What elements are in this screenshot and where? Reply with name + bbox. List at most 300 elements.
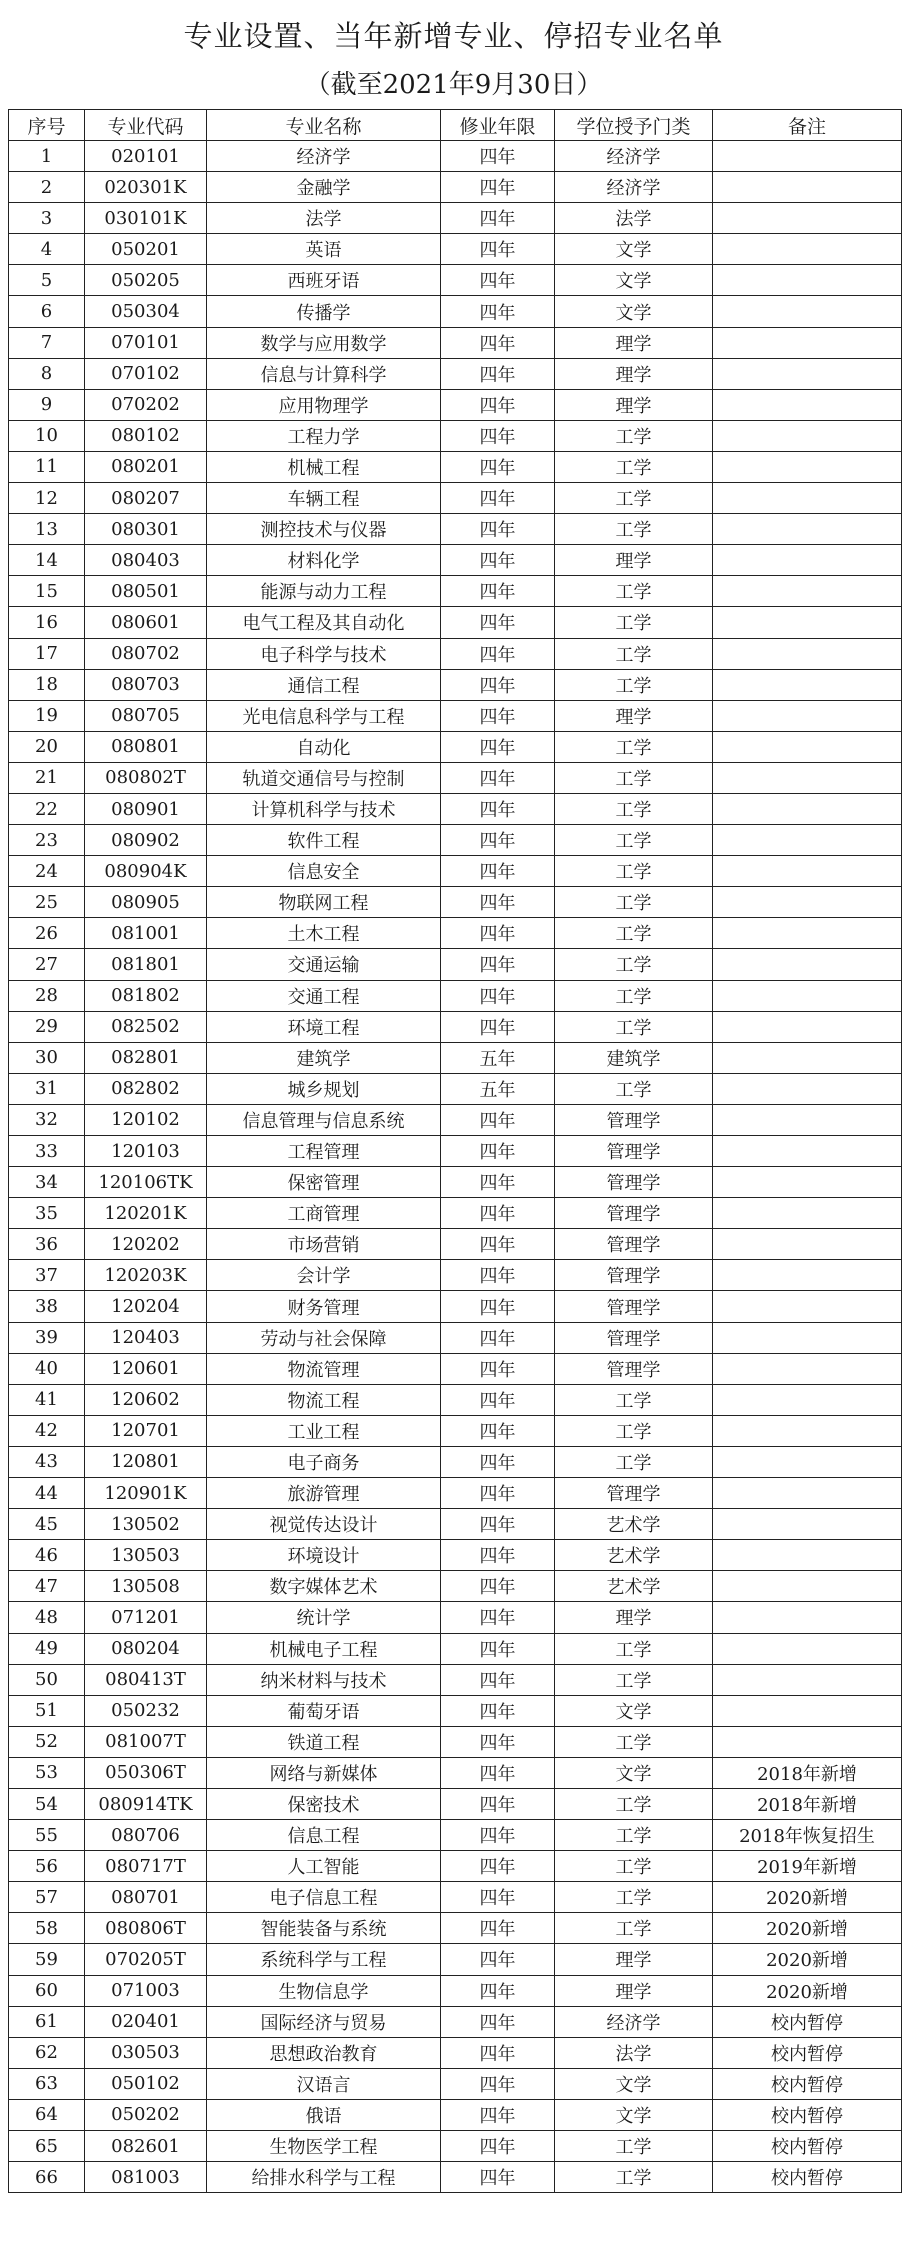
duration-cell: 四年: [441, 389, 555, 420]
major-code-cell: 071201: [85, 1602, 207, 1633]
table-row: [9, 1011, 902, 1042]
major-code-cell: 080403: [85, 545, 207, 576]
major-name-cell: 环境设计: [207, 1540, 441, 1571]
major-name-cell: 经济学: [207, 141, 441, 172]
duration-cell: 四年: [441, 1384, 555, 1415]
remarks-cell: [713, 1136, 902, 1167]
major-name-cell: 俄语: [207, 2099, 441, 2130]
remarks-cell: [713, 203, 902, 234]
row-index-cell: 11: [9, 451, 85, 482]
major-code-cell: 070205T: [85, 1944, 207, 1975]
remarks-cell: [713, 1198, 902, 1229]
degree-category-cell: 工学: [555, 762, 713, 793]
table-row: [9, 980, 902, 1011]
table-row: [9, 1260, 902, 1291]
table-row: [9, 825, 902, 856]
remarks-cell: [713, 793, 902, 824]
remarks-cell: [713, 1073, 902, 1104]
table-row: [9, 1198, 902, 1229]
table-row: [9, 1540, 902, 1571]
row-index-cell: 53: [9, 1757, 85, 1788]
table-row: [9, 669, 902, 700]
row-index-cell: 13: [9, 514, 85, 545]
table-row: [9, 700, 902, 731]
major-code-cell: 050102: [85, 2068, 207, 2099]
degree-category-cell: 工学: [555, 1913, 713, 1944]
table-header-row: [9, 110, 902, 141]
major-name-cell: 保密技术: [207, 1788, 441, 1819]
duration-cell: 四年: [441, 1788, 555, 1819]
degree-category-cell: 理学: [555, 1975, 713, 2006]
duration-cell: 四年: [441, 358, 555, 389]
remarks-cell: [713, 1167, 902, 1198]
table-row: [9, 1664, 902, 1695]
row-index-cell: 1: [9, 141, 85, 172]
remarks-cell: [713, 1384, 902, 1415]
duration-cell: 四年: [441, 296, 555, 327]
degree-category-cell: 工学: [555, 856, 713, 887]
major-code-cell: 080413T: [85, 1664, 207, 1695]
row-index-cell: 51: [9, 1695, 85, 1726]
table-row: [9, 1104, 902, 1135]
row-index-cell: 14: [9, 545, 85, 576]
major-name-cell: 信息管理与信息系统: [207, 1104, 441, 1135]
degree-category-cell: 工学: [555, 731, 713, 762]
remarks-cell: [713, 1602, 902, 1633]
remarks-cell: [713, 1042, 902, 1073]
major-code-cell: 080705: [85, 700, 207, 731]
header-duration: 修业年限: [441, 110, 555, 141]
remarks-cell: [713, 1011, 902, 1042]
table-row: [9, 949, 902, 980]
row-index-cell: 65: [9, 2131, 85, 2162]
duration-cell: 四年: [441, 327, 555, 358]
major-code-cell: 082802: [85, 1073, 207, 1104]
major-name-cell: 视觉传达设计: [207, 1509, 441, 1540]
major-code-cell: 082801: [85, 1042, 207, 1073]
major-code-cell: 120601: [85, 1353, 207, 1384]
table-row: [9, 1509, 902, 1540]
major-code-cell: 120203K: [85, 1260, 207, 1291]
table-row: [9, 2099, 902, 2130]
degree-category-cell: 工学: [555, 1820, 713, 1851]
row-index-cell: 15: [9, 576, 85, 607]
row-index-cell: 43: [9, 1446, 85, 1477]
major-name-cell: 生物信息学: [207, 1975, 441, 2006]
major-code-cell: 020401: [85, 2006, 207, 2037]
table-row: [9, 1322, 902, 1353]
table-row: [9, 141, 902, 172]
duration-cell: 四年: [441, 451, 555, 482]
degree-category-cell: 工学: [555, 980, 713, 1011]
major-name-cell: 交通运输: [207, 949, 441, 980]
degree-category-cell: 管理学: [555, 1136, 713, 1167]
major-name-cell: 车辆工程: [207, 483, 441, 514]
degree-category-cell: 工学: [555, 1446, 713, 1477]
table-body: [9, 141, 902, 2193]
document-subtitle: （截至2021年9月30日）: [304, 70, 603, 100]
row-index-cell: 23: [9, 825, 85, 856]
major-code-cell: 120801: [85, 1446, 207, 1477]
remarks-cell: [713, 358, 902, 389]
duration-cell: 四年: [441, 1446, 555, 1477]
degree-category-cell: 工学: [555, 607, 713, 638]
remarks-cell: [713, 1291, 902, 1322]
table-row: [9, 1726, 902, 1757]
duration-cell: 四年: [441, 420, 555, 451]
major-name-cell: 工程力学: [207, 420, 441, 451]
major-code-cell: 080601: [85, 607, 207, 638]
major-code-cell: 050205: [85, 265, 207, 296]
major-code-cell: 070202: [85, 389, 207, 420]
row-index-cell: 35: [9, 1198, 85, 1229]
row-index-cell: 5: [9, 265, 85, 296]
table-row: [9, 234, 902, 265]
row-index-cell: 16: [9, 607, 85, 638]
major-name-cell: 工程管理: [207, 1136, 441, 1167]
row-index-cell: 55: [9, 1820, 85, 1851]
table-row: [9, 451, 902, 482]
remarks-cell: [713, 762, 902, 793]
degree-category-cell: 经济学: [555, 141, 713, 172]
duration-cell: 四年: [441, 1757, 555, 1788]
table-row: [9, 1291, 902, 1322]
degree-category-cell: 工学: [555, 918, 713, 949]
table-row: [9, 1042, 902, 1073]
header-code: 专业代码: [85, 110, 207, 141]
row-index-cell: 59: [9, 1944, 85, 1975]
table-row: [9, 1073, 902, 1104]
duration-cell: 四年: [441, 1509, 555, 1540]
table-row: [9, 576, 902, 607]
table-row: [9, 1353, 902, 1384]
header-major-name: 专业名称: [207, 110, 441, 141]
duration-cell: 四年: [441, 1291, 555, 1322]
degree-category-cell: 文学: [555, 2099, 713, 2130]
degree-category-cell: 法学: [555, 2037, 713, 2068]
major-code-cell: 080801: [85, 731, 207, 762]
duration-cell: 四年: [441, 762, 555, 793]
major-name-cell: 数字媒体艺术: [207, 1571, 441, 1602]
degree-category-cell: 工学: [555, 514, 713, 545]
major-name-cell: 铁道工程: [207, 1726, 441, 1757]
major-code-cell: 080914TK: [85, 1788, 207, 1819]
degree-category-cell: 工学: [555, 638, 713, 669]
row-index-cell: 64: [9, 2099, 85, 2130]
row-index-cell: 57: [9, 1882, 85, 1913]
remarks-cell: 2018年新增: [713, 1757, 902, 1788]
table-row: [9, 731, 902, 762]
table-row: [9, 1757, 902, 1788]
duration-cell: 四年: [441, 576, 555, 607]
duration-cell: 四年: [441, 1664, 555, 1695]
table-row: [9, 856, 902, 887]
duration-cell: 四年: [441, 793, 555, 824]
degree-category-cell: 理学: [555, 1944, 713, 1975]
remarks-cell: [713, 514, 902, 545]
table-row: [9, 1882, 902, 1913]
major-code-cell: 120403: [85, 1322, 207, 1353]
row-index-cell: 37: [9, 1260, 85, 1291]
row-index-cell: 61: [9, 2006, 85, 2037]
major-code-cell: 080901: [85, 793, 207, 824]
row-index-cell: 42: [9, 1415, 85, 1446]
duration-cell: 四年: [441, 1820, 555, 1851]
degree-category-cell: 管理学: [555, 1478, 713, 1509]
row-index-cell: 34: [9, 1167, 85, 1198]
duration-cell: 四年: [441, 980, 555, 1011]
major-name-cell: 软件工程: [207, 825, 441, 856]
table-row: [9, 1136, 902, 1167]
remarks-cell: [713, 1664, 902, 1695]
duration-cell: 四年: [441, 638, 555, 669]
degree-category-cell: 工学: [555, 949, 713, 980]
major-name-cell: 材料化学: [207, 545, 441, 576]
duration-cell: 四年: [441, 731, 555, 762]
remarks-cell: [713, 1695, 902, 1726]
duration-cell: 四年: [441, 2006, 555, 2037]
major-code-cell: 080802T: [85, 762, 207, 793]
major-name-cell: 测控技术与仪器: [207, 514, 441, 545]
duration-cell: 四年: [441, 1167, 555, 1198]
major-code-cell: 070101: [85, 327, 207, 358]
duration-cell: 四年: [441, 1571, 555, 1602]
row-index-cell: 52: [9, 1726, 85, 1757]
row-index-cell: 3: [9, 203, 85, 234]
major-code-cell: 080703: [85, 669, 207, 700]
major-name-cell: 信息安全: [207, 856, 441, 887]
table-row: [9, 514, 902, 545]
major-code-cell: 080701: [85, 1882, 207, 1913]
duration-cell: 四年: [441, 825, 555, 856]
major-name-cell: 通信工程: [207, 669, 441, 700]
major-name-cell: 网络与新媒体: [207, 1757, 441, 1788]
major-name-cell: 生物医学工程: [207, 2131, 441, 2162]
row-index-cell: 28: [9, 980, 85, 1011]
major-name-cell: 金融学: [207, 172, 441, 203]
row-index-cell: 66: [9, 2162, 85, 2193]
major-code-cell: 050201: [85, 234, 207, 265]
remarks-cell: [713, 1509, 902, 1540]
degree-category-cell: 管理学: [555, 1229, 713, 1260]
major-code-cell: 080204: [85, 1633, 207, 1664]
degree-category-cell: 工学: [555, 2162, 713, 2193]
duration-cell: 四年: [441, 172, 555, 203]
degree-category-cell: 工学: [555, 451, 713, 482]
row-index-cell: 38: [9, 1291, 85, 1322]
major-name-cell: 人工智能: [207, 1851, 441, 1882]
degree-category-cell: 工学: [555, 1664, 713, 1695]
remarks-cell: 校内暂停: [713, 2037, 902, 2068]
major-code-cell: 030101K: [85, 203, 207, 234]
row-index-cell: 6: [9, 296, 85, 327]
degree-category-cell: 文学: [555, 2068, 713, 2099]
remarks-cell: [713, 980, 902, 1011]
degree-category-cell: 工学: [555, 1011, 713, 1042]
major-code-cell: 080904K: [85, 856, 207, 887]
degree-category-cell: 理学: [555, 389, 713, 420]
major-name-cell: 机械工程: [207, 451, 441, 482]
remarks-cell: [713, 545, 902, 576]
major-name-cell: 劳动与社会保障: [207, 1322, 441, 1353]
remarks-cell: [713, 389, 902, 420]
row-index-cell: 56: [9, 1851, 85, 1882]
duration-cell: 四年: [441, 141, 555, 172]
duration-cell: 四年: [441, 1540, 555, 1571]
major-code-cell: 130508: [85, 1571, 207, 1602]
major-name-cell: 电子科学与技术: [207, 638, 441, 669]
major-name-cell: 物流工程: [207, 1384, 441, 1415]
row-index-cell: 7: [9, 327, 85, 358]
row-index-cell: 46: [9, 1540, 85, 1571]
row-index-cell: 25: [9, 887, 85, 918]
remarks-cell: [713, 234, 902, 265]
table-row: [9, 638, 902, 669]
degree-category-cell: 管理学: [555, 1167, 713, 1198]
major-code-cell: 130503: [85, 1540, 207, 1571]
major-name-cell: 纳米材料与技术: [207, 1664, 441, 1695]
major-code-cell: 082601: [85, 2131, 207, 2162]
table-row: [9, 327, 902, 358]
table-row: [9, 2131, 902, 2162]
remarks-cell: [713, 949, 902, 980]
table-row: [9, 1851, 902, 1882]
degree-category-cell: 艺术学: [555, 1571, 713, 1602]
row-index-cell: 48: [9, 1602, 85, 1633]
row-index-cell: 31: [9, 1073, 85, 1104]
majors-table: [8, 109, 902, 2193]
remarks-cell: [713, 1229, 902, 1260]
degree-category-cell: 文学: [555, 265, 713, 296]
major-code-cell: 120201K: [85, 1198, 207, 1229]
remarks-cell: [713, 265, 902, 296]
major-name-cell: 环境工程: [207, 1011, 441, 1042]
row-index-cell: 9: [9, 389, 85, 420]
degree-category-cell: 管理学: [555, 1198, 713, 1229]
remarks-cell: [713, 1540, 902, 1571]
major-name-cell: 能源与动力工程: [207, 576, 441, 607]
duration-cell: 四年: [441, 1104, 555, 1135]
table-row: [9, 2162, 902, 2193]
major-code-cell: 120103: [85, 1136, 207, 1167]
degree-category-cell: 管理学: [555, 1353, 713, 1384]
duration-cell: 四年: [441, 949, 555, 980]
major-name-cell: 财务管理: [207, 1291, 441, 1322]
row-index-cell: 26: [9, 918, 85, 949]
remarks-cell: [713, 825, 902, 856]
major-code-cell: 030503: [85, 2037, 207, 2068]
duration-cell: 四年: [441, 669, 555, 700]
row-index-cell: 32: [9, 1104, 85, 1135]
degree-category-cell: 工学: [555, 1415, 713, 1446]
major-name-cell: 系统科学与工程: [207, 1944, 441, 1975]
remarks-cell: 2018年新增: [713, 1788, 902, 1819]
remarks-cell: [713, 1353, 902, 1384]
table-row: [9, 607, 902, 638]
remarks-cell: 校内暂停: [713, 2131, 902, 2162]
document-title: 专业设置、当年新增专业、停招专业名单: [183, 19, 724, 53]
degree-category-cell: 理学: [555, 358, 713, 389]
row-index-cell: 47: [9, 1571, 85, 1602]
major-name-cell: 工商管理: [207, 1198, 441, 1229]
degree-category-cell: 工学: [555, 576, 713, 607]
table-row: [9, 389, 902, 420]
major-code-cell: 020101: [85, 141, 207, 172]
header-remarks: 备注: [713, 110, 902, 141]
major-name-cell: 国际经济与贸易: [207, 2006, 441, 2037]
degree-category-cell: 文学: [555, 1757, 713, 1788]
duration-cell: 四年: [441, 1229, 555, 1260]
row-index-cell: 8: [9, 358, 85, 389]
remarks-cell: 2018年恢复招生: [713, 1820, 902, 1851]
degree-category-cell: 工学: [555, 1726, 713, 1757]
remarks-cell: [713, 607, 902, 638]
remarks-cell: [713, 141, 902, 172]
table-row: [9, 420, 902, 451]
major-code-cell: 080717T: [85, 1851, 207, 1882]
degree-category-cell: 管理学: [555, 1260, 713, 1291]
duration-cell: 四年: [441, 700, 555, 731]
major-name-cell: 保密管理: [207, 1167, 441, 1198]
major-name-cell: 轨道交通信号与控制: [207, 762, 441, 793]
remarks-cell: [713, 172, 902, 203]
table-row: [9, 1446, 902, 1477]
row-index-cell: 39: [9, 1322, 85, 1353]
remarks-cell: [713, 638, 902, 669]
major-code-cell: 080702: [85, 638, 207, 669]
degree-category-cell: 建筑学: [555, 1042, 713, 1073]
table-row: [9, 265, 902, 296]
major-code-cell: 050306T: [85, 1757, 207, 1788]
remarks-cell: [713, 1322, 902, 1353]
row-index-cell: 22: [9, 793, 85, 824]
duration-cell: 四年: [441, 2068, 555, 2099]
major-name-cell: 电子商务: [207, 1446, 441, 1477]
remarks-cell: [713, 1415, 902, 1446]
row-index-cell: 17: [9, 638, 85, 669]
degree-category-cell: 文学: [555, 296, 713, 327]
table-row: [9, 1229, 902, 1260]
remarks-cell: 2019年新增: [713, 1851, 902, 1882]
major-code-cell: 080905: [85, 887, 207, 918]
table-row: [9, 1384, 902, 1415]
table-row: [9, 545, 902, 576]
duration-cell: 四年: [441, 265, 555, 296]
duration-cell: 四年: [441, 1695, 555, 1726]
row-index-cell: 63: [9, 2068, 85, 2099]
duration-cell: 四年: [441, 918, 555, 949]
remarks-cell: 校内暂停: [713, 2162, 902, 2193]
row-index-cell: 60: [9, 1975, 85, 2006]
major-code-cell: 081802: [85, 980, 207, 1011]
major-code-cell: 080902: [85, 825, 207, 856]
row-index-cell: 18: [9, 669, 85, 700]
degree-category-cell: 理学: [555, 327, 713, 358]
remarks-cell: [713, 1478, 902, 1509]
table-row: [9, 483, 902, 514]
major-name-cell: 西班牙语: [207, 265, 441, 296]
row-index-cell: 2: [9, 172, 85, 203]
remarks-cell: [713, 887, 902, 918]
degree-category-cell: 工学: [555, 1633, 713, 1664]
table-row: [9, 296, 902, 327]
remarks-cell: [713, 483, 902, 514]
duration-cell: 四年: [441, 1882, 555, 1913]
major-name-cell: 给排水科学与工程: [207, 2162, 441, 2193]
major-name-cell: 工业工程: [207, 1415, 441, 1446]
remarks-cell: 2020新增: [713, 1913, 902, 1944]
table-row: [9, 1571, 902, 1602]
